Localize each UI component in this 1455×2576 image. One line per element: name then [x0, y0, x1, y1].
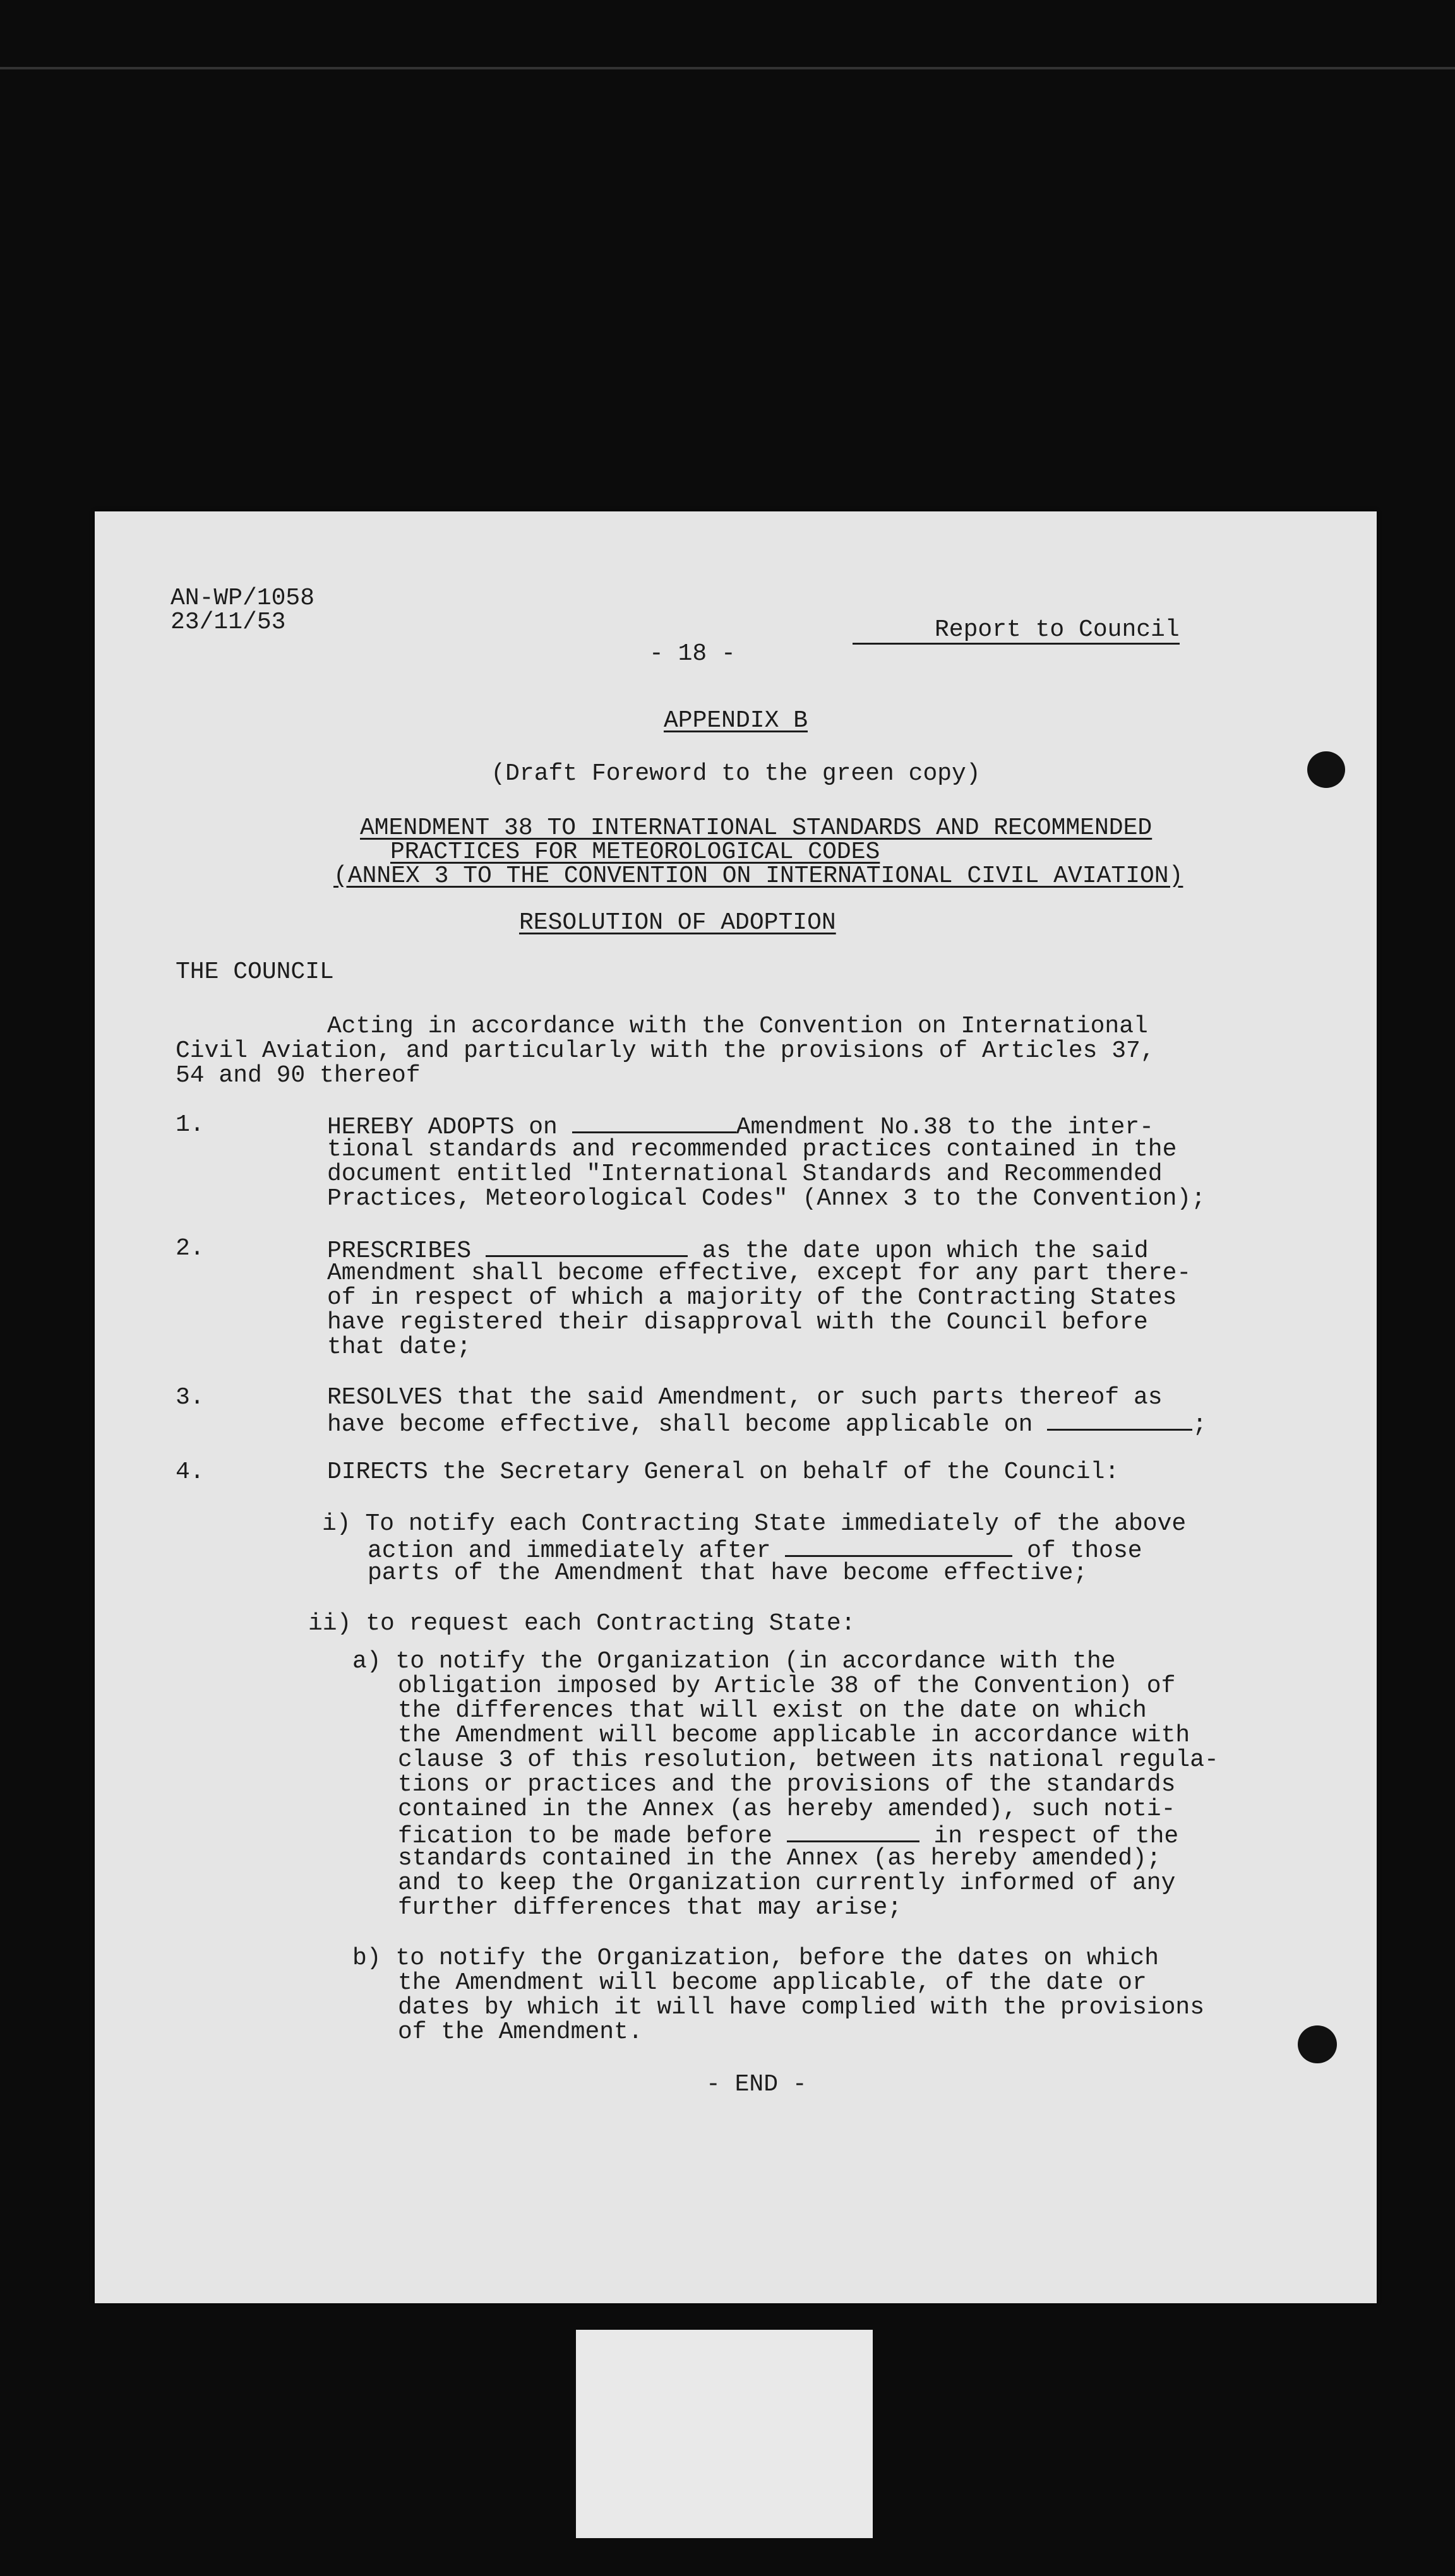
item-a-line: tions or practices and the provisions of the standards [398, 1771, 1176, 1798]
item-b: b) to notify the Organization, before the dates on which [352, 1945, 1159, 1972]
item-a-line: standards contained in the Annex (as hereby amended); [398, 1845, 1161, 1872]
sub-clause-ii: ii) to request each Contracting State: [308, 1610, 856, 1637]
document-reference: AN-WP/1058 [171, 585, 315, 612]
clause-4-line: DIRECTS the Secretary General on behalf of the Council: [327, 1458, 1120, 1486]
sub-clause-i-line: parts of the Amendment that have become effective; [368, 1559, 1088, 1587]
item-a-line: clause 3 of this resolution, between its national regula- [398, 1746, 1219, 1774]
date-blank [1047, 1410, 1192, 1431]
clause-1-line: tional standards and recommended practices contained in the [327, 1136, 1177, 1163]
item-a-line: obligation imposed by Article 38 of the Convention) of [398, 1673, 1176, 1700]
clause-1-line: Practices, Meteorological Codes" (Annex 3 to the Convention); [327, 1185, 1206, 1212]
document-page [95, 511, 1377, 2303]
amendment-title-line-3: (ANNEX 3 TO THE CONVENTION ON INTERNATIONAL CIVIL AVIATION) [333, 862, 1183, 890]
item-b-line: the Amendment will become applicable, of the date or [398, 1969, 1147, 1996]
clause-1-line: document entitled "International Standards and Recommended [327, 1160, 1163, 1188]
clause-number-3: 3. [176, 1384, 205, 1411]
clause-2-line: that date; [327, 1333, 472, 1361]
clause-3-line: have become effective, shall become applicable on ; [327, 1411, 1207, 1438]
clause-2-line: of in respect of which a majority of the Contracting States [327, 1284, 1177, 1311]
clause-2-line: Amendment shall become effective, except for any part there- [327, 1260, 1192, 1287]
date-blank [787, 1822, 919, 1842]
appendix-subtitle: (Draft Foreword to the green copy) [491, 760, 981, 787]
item-a: a) to notify the Organization (in accordance with the [352, 1648, 1116, 1675]
item-a-line: fication to be made before in respect of the [398, 1823, 1179, 1850]
amendment-title-line-2: PRACTICES FOR METEOROLOGICAL CODES [390, 838, 880, 866]
council-heading: THE COUNCIL [176, 958, 334, 986]
sub-clause-i-line: action and immediately after of those [368, 1537, 1142, 1565]
document-end-marker: - END - [706, 2071, 807, 2098]
clause-2-line: have registered their disapproval with the Council before [327, 1309, 1148, 1336]
clause-number-4: 4. [176, 1458, 205, 1486]
appendix-title: APPENDIX B [663, 707, 808, 734]
preamble-line: Acting in accordance with the Convention on International [327, 1013, 1148, 1040]
document-date: 23/11/53 [171, 609, 286, 636]
item-a-line: contained in the Annex (as hereby amended), such noti- [398, 1796, 1176, 1823]
amendment-title-line-1: AMENDMENT 38 TO INTERNATIONAL STANDARDS AND RECOMMENDED [360, 814, 1153, 842]
item-a-line: the Amendment will become applicable in accordance with [398, 1722, 1190, 1749]
date-blank [486, 1236, 688, 1257]
preamble-line: Civil Aviation, and particularly with the provisions of Articles 37, [176, 1037, 1155, 1064]
punch-hole-bottom [1298, 2025, 1337, 2063]
clause-2-line: PRESCRIBES as the date upon which the said [327, 1237, 1149, 1265]
item-a-line: the differences that will exist on the date on which [398, 1697, 1147, 1724]
item-a-line: and to keep the Organization currently informed of any [398, 1869, 1176, 1897]
date-blank [572, 1112, 736, 1133]
clause-number-2: 2. [176, 1235, 205, 1262]
clause-1-line: HEREBY ADOPTS on Amendment No.38 to the inter- [327, 1114, 1154, 1141]
item-b-line: of the Amendment. [398, 2018, 643, 2046]
scanner-edge-line [0, 67, 1455, 69]
resolution-title: RESOLUTION OF ADOPTION [519, 909, 836, 936]
date-blank [785, 1536, 1012, 1557]
preamble-line: 54 and 90 thereof [176, 1062, 421, 1089]
clause-3-line: RESOLVES that the said Amendment, or such parts thereof as [327, 1384, 1163, 1411]
sub-clause-i: i) To notify each Contracting State immediately of the above [322, 1510, 1187, 1537]
page-number: - 18 - [649, 640, 736, 667]
item-a-line: further differences that may arise; [398, 1894, 902, 1921]
blank-paper-slip [576, 2330, 873, 2538]
clause-number-1: 1. [176, 1111, 205, 1138]
item-b-line: dates by which it will have complied with the provisions [398, 1994, 1205, 2021]
report-label: Report to Council [853, 617, 1180, 645]
